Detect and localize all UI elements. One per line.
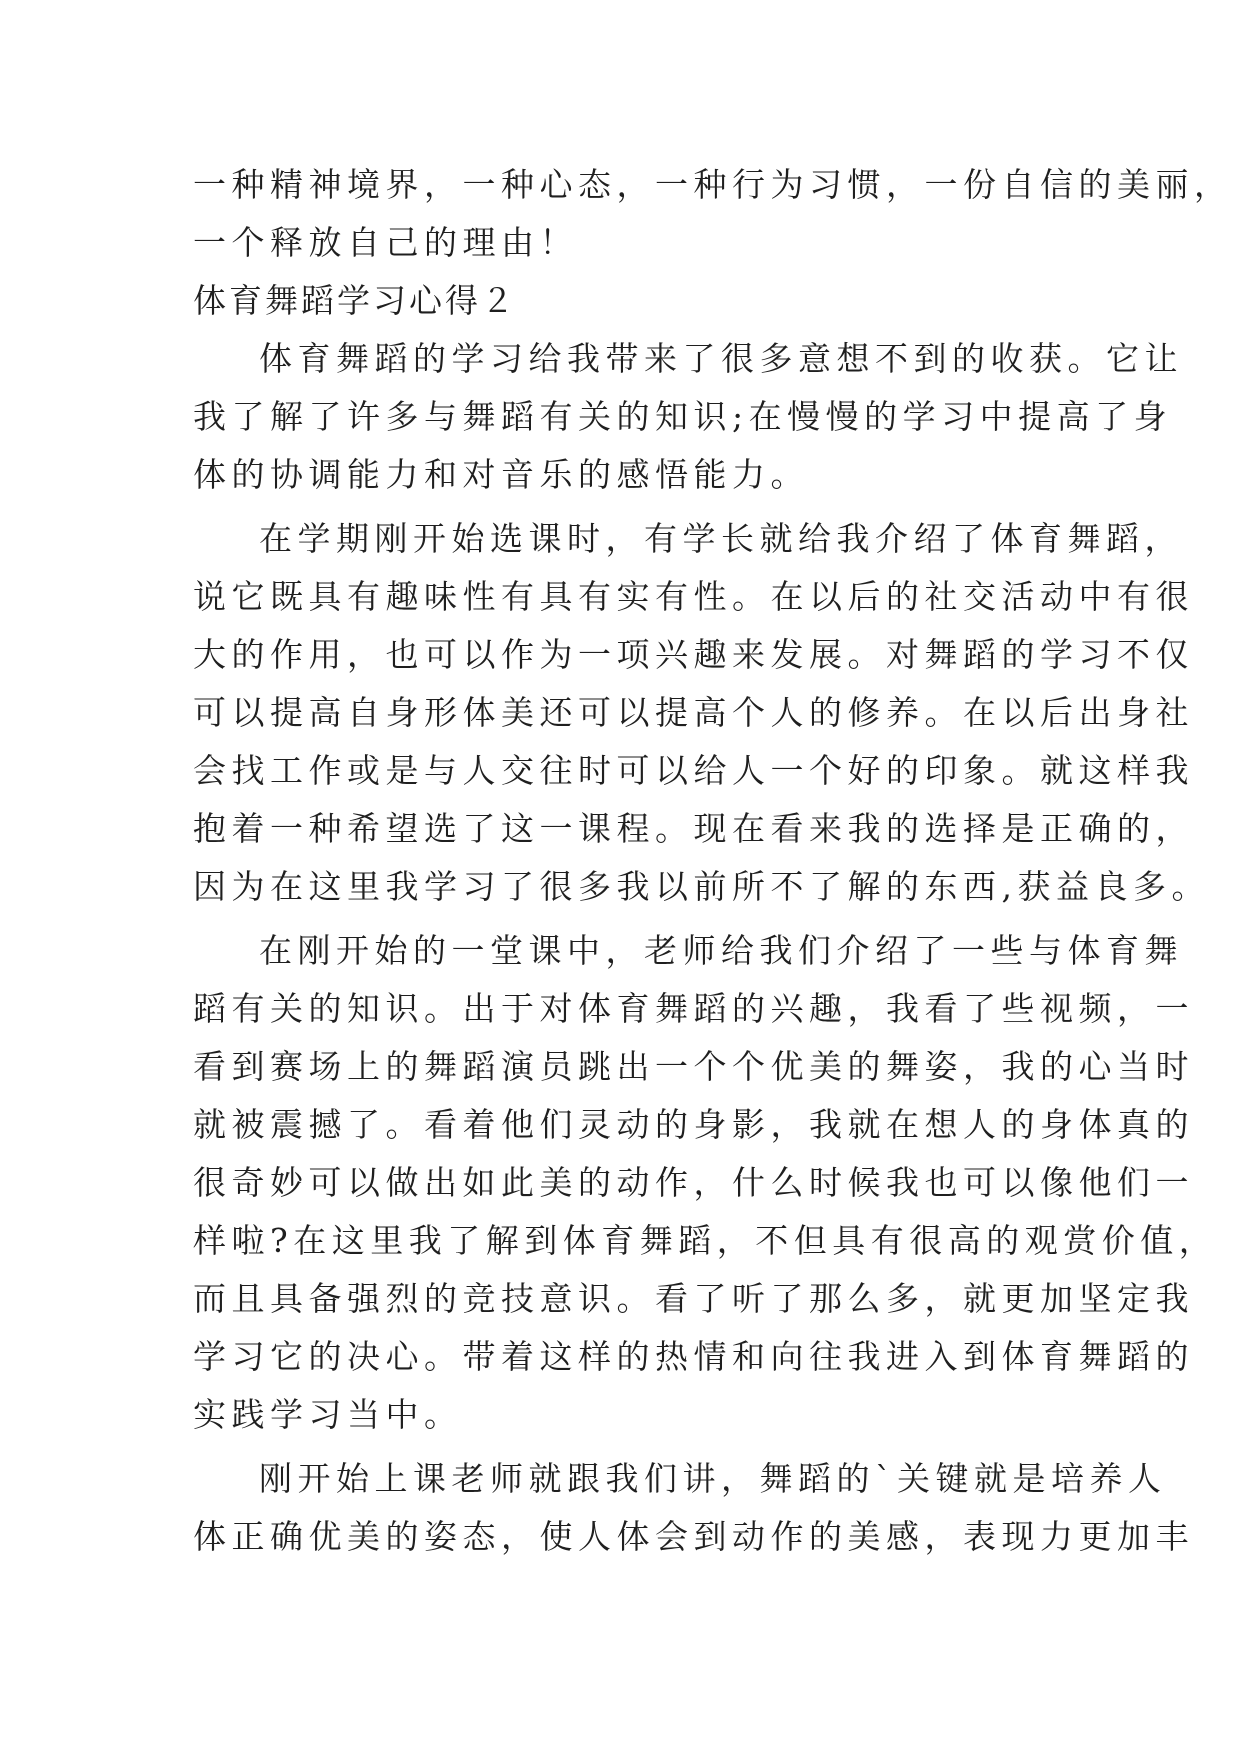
paragraph <box>193 1450 1194 1566</box>
text-line: 刚开始上课老师就跟我们讲，舞蹈的`关键就是培养人 <box>259 1459 1167 1498</box>
text-line: 一种精神境界，一种心态，一种行为习惯，一份自信的美丽， <box>193 165 1233 204</box>
text-line: 蹈有关的知识。出于对体育舞蹈的兴趣，我看了些视频，一 <box>193 989 1194 1028</box>
text-line: 体的协调能力和对音乐的感悟能力。 <box>193 455 809 494</box>
text-line: 体正确优美的姿态，使人体会到动作的美感，表现力更加丰 <box>193 1517 1194 1556</box>
text-line: 说它既具有趣味性有具有实有性。在以后的社交活动中有很 <box>193 577 1194 616</box>
text-line: 抱着一种希望选了这一课程。现在看来我的选择是正确的， <box>193 809 1194 848</box>
text-line: 在刚开始的一堂课中，老师给我们介绍了一些与体育舞 <box>259 931 1183 970</box>
text-line: 体育舞蹈的学习给我带来了很多意想不到的收获。它让 <box>259 339 1183 378</box>
document-body <box>193 156 1233 1566</box>
text-line: 大的作用，也可以作为一项兴趣来发展。对舞蹈的学习不仅 <box>193 635 1194 674</box>
paragraph <box>193 922 1218 1444</box>
text-line: 而且具备强烈的竞技意识。看了听了那么多，就更加坚定我 <box>193 1279 1194 1318</box>
text-line: 样啦?在这里我了解到体育舞蹈，不但具有很高的观赏价值， <box>193 1221 1218 1260</box>
text-line: 看到赛场上的舞蹈演员跳出一个个优美的舞姿，我的心当时 <box>193 1047 1194 1086</box>
text-line: 很奇妙可以做出如此美的动作，什么时候我也可以像他们一 <box>193 1163 1194 1202</box>
text-line: 因为在这里我学习了很多我以前所不了解的东西,获益良多。 <box>193 867 1210 906</box>
text-line: 实践学习当中。 <box>193 1395 463 1434</box>
paragraph <box>193 330 1183 504</box>
intro-block <box>193 156 1233 272</box>
paragraph <box>193 510 1210 916</box>
text-line: 学习它的决心。带着这样的热情和向往我进入到体育舞蹈的 <box>193 1337 1194 1376</box>
section-title: 体育舞蹈学习心得２ <box>193 281 517 320</box>
text-line: 可以提高自身形体美还可以提高个人的修养。在以后出身社 <box>193 693 1194 732</box>
text-line: 就被震撼了。看着他们灵动的身影，我就在想人的身体真的 <box>193 1105 1194 1144</box>
text-line: 会找工作或是与人交往时可以给人一个好的印象。就这样我 <box>193 751 1194 790</box>
text-line: 我了解了许多与舞蹈有关的知识;在慢慢的学习中提高了身 <box>193 397 1173 436</box>
text-line: 一个释放自己的理由！ <box>193 223 578 262</box>
text-line: 在学期刚开始选课时，有学长就给我介绍了体育舞蹈， <box>259 519 1183 558</box>
